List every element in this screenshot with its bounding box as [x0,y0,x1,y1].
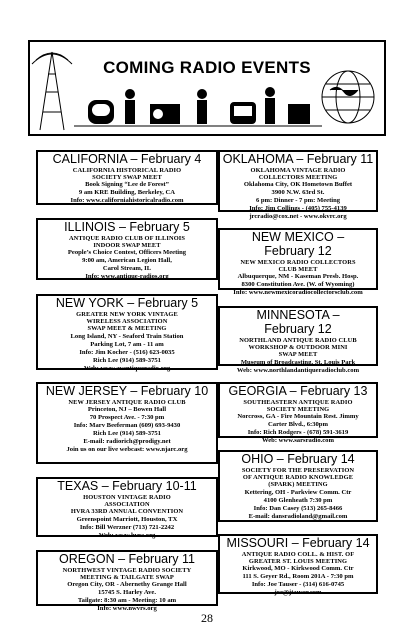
event-new-york [36,294,218,370]
event-california [36,150,218,205]
event-org: SWAP MEET & MEETING [87,325,167,333]
event-detail: Kettering, OH - Parkview Comm. Ctr [244,488,352,496]
event-org: GREATER ST. LOUIS MEETING [248,558,348,566]
event-detail: People’s Choice Contest, Officers Meeting [67,249,187,257]
event-detail: 111 S. Geyer Rd., Room 201A - 7:30 pm [242,573,354,581]
event-org: HVRA 33RD ANNUAL CONVENTION [70,508,184,516]
event-detail: Book Signing “Lee de Forest” [85,181,169,189]
event-detail: E-mail: dansradioland@gmail.com [248,512,348,520]
event-detail: Info: Jim Kocher - (516) 623-0035 [79,348,175,356]
event-oregon [36,550,218,613]
event-detail: Kirkwood, MO - Kirkwood Comm. Ctr [242,565,354,573]
event-detail: 9 am KRE Building, Berkeley, CA [78,189,176,197]
event-org: OKLAHOMA VINTAGE RADIO [250,167,346,174]
banner-title: COMING RADIO EVENTS [103,58,311,77]
event-header: ILLINOIS – February 5 [64,220,190,234]
event-org: SOUTHEASTERN ANTIQUE RADIO [243,399,353,406]
event-org: ANTIQUE RADIO COLL. & HIST. OF [241,551,355,558]
event-detail: Oregon City, OR - Abernethy Grange Hall [67,581,187,589]
event-detail: Carter Blvd., 6:30pm [268,421,328,429]
event-detail: Princeton, NJ – Bowen Hall [87,406,167,414]
event-georgia [218,382,378,445]
event-detail: Info: www.nwvrs.org [97,605,157,613]
event-org: SOCIETY SWAP MEET [92,174,162,182]
event-detail: Parking Lot, 7 am - 11 am [90,340,164,348]
event-detail: 9:00 am, American Legion Hall, [82,257,172,265]
event-detail: Museum of Broadcasting, St. Louis Park [240,358,356,366]
event-org: SWAP MEET [278,351,318,359]
event-detail: Web: www.hvra.org [98,531,156,539]
event-header-date: February 12 [264,244,332,258]
event-detail: Info: Joe Tauser - (314) 616-0745 [251,581,345,589]
event-detail: Web: www.avantiqueradio.org [83,364,171,372]
event-detail: joe@jtauser.com [274,589,322,597]
event-header: NEW JERSEY – February 10 [45,384,209,398]
event-detail: Info: www.newmexicoradiocollectorsclub.com [233,289,363,297]
event-detail: Info: Jim Collings - (405) 755-4139 [249,205,347,213]
event-detail: Info: Bill Werzner (713) 721-2242 [79,523,175,531]
event-header: OHIO – February 14 [241,452,355,466]
event-minnesota [218,306,378,374]
event-missouri [218,534,378,597]
event-new-mexico [218,228,378,297]
event-detail: Info: Rich Rodgers - (678) 591-3619 [247,429,349,437]
event-header: MINNESOTA – [256,308,340,322]
globe-icon [322,71,374,123]
event-org: ANTIQUE RADIO CLUB OF ILLINOIS [68,235,186,242]
event-illinois [36,218,218,280]
event-detail: Info: www.californiahistoricalradio.com [70,197,184,205]
event-org: OF ANTIQUE RADIO KNOWLEDGE [242,474,354,482]
event-detail: 4100 Glenheath 7:30 pm [263,496,333,504]
banner-illustration [30,42,384,134]
event-header: OKLAHOMA – February 11 [222,152,374,166]
event-detail: Join us on our live webcast: www.njarc.org [66,446,188,454]
event-detail: jrcradio@cox.net - www.okvrc.org [249,213,347,221]
event-org: SOCIETY MEETING [266,406,330,414]
event-header: MISSOURI – February 14 [226,536,370,550]
event-org: NEW MEXICO RADIO COLLECTORS [240,259,356,266]
event-detail: Albuquerque, NM - Kaseman Presb. Hosp. [237,273,359,281]
event-org: CALIFORNIA HISTORICAL RADIO [72,167,182,174]
event-header: TEXAS – February 10-11 [57,479,197,493]
page-number: 28 [201,611,213,625]
event-detail: E-mail: radiorich@prodigy.net [83,438,171,446]
event-org: HOUSTON VINTAGE RADIO [83,494,171,501]
event-header: CALIFORNIA – February 4 [52,152,202,166]
event-header: OREGON – February 11 [59,552,195,566]
event-detail: Norcross, GA - Fire Mountain Rest. Jimmy [237,413,359,421]
coming-radio-events-banner [28,40,386,136]
event-header-date: February 12 [264,322,332,336]
event-header: NEW MEXICO – [251,230,345,244]
event-org: ASSOCIATION [104,501,150,509]
event-org: GREATER NEW YORK VINTAGE [76,311,178,318]
event-detail: Carol Stream, IL [102,265,152,273]
event-org: WIRELESS ASSOCIATION [86,318,168,326]
event-org: (SPARK) MEETING [268,481,328,489]
event-org: COLLECTORS MEETING [258,174,338,182]
event-header: NEW YORK – February 5 [55,296,199,310]
event-oklahoma [218,150,378,221]
event-org: NORTHLAND ANTIQUE RADIO CLUB [239,337,357,344]
event-detail: 6 pm: Dinner - 7 pm: Meeting [255,197,341,205]
event-org: NEW JERSEY ANTIQUE RADIO CLUB [68,399,186,406]
event-detail: 3900 N.W. 63rd St. [271,189,325,197]
event-detail: Rich Lee (914) 589-3751 [93,356,161,364]
event-detail: Web: www.northlandantiqueradioclub.com [236,366,360,374]
event-org: INDOOR SWAP MEET [93,242,161,250]
event-detail: Info: www.antique-radios.org [85,273,169,281]
event-org: MEETING & TAILGATE SWAP [80,574,174,582]
event-detail: Info: Dan Casey (513) 265-8466 [253,504,343,512]
event-detail: Rich Lee (914) 589-3751 [93,430,161,438]
event-org: CLUB MEET [278,266,318,274]
event-detail: Tailgate: 8:30 am - Meeting: 10 am [77,597,177,605]
event-detail: Oklahoma City, OK Hometown Buffet [243,181,353,189]
event-detail: Web: www.sarsradio.com [262,437,334,445]
event-detail: 8300 Constitution Ave. (W. of Wyoming) [241,281,355,289]
event-detail: 70 Prospect Ave. - 7:30 pm [89,414,165,422]
event-ohio [218,450,378,522]
event-texas [36,477,218,537]
event-org: WORKSHOP & OUTDOOR MINI [248,344,348,352]
event-detail: 15745 S. Harley Ave. [98,589,156,597]
event-detail: Info: Marv Beeferman (609) 693-9430 [73,422,181,430]
event-header: GEORGIA – February 13 [228,384,368,398]
event-detail: Long Island, NY - Seaford Train Station [70,332,184,340]
event-org: NORTHWEST VINTAGE RADIO SOCIETY [62,567,192,574]
event-new-jersey [36,382,218,464]
event-detail: Greenspoint Marriott, Houston, TX [76,515,178,523]
event-org: SOCIETY FOR THE PRESERVATION [241,467,355,474]
